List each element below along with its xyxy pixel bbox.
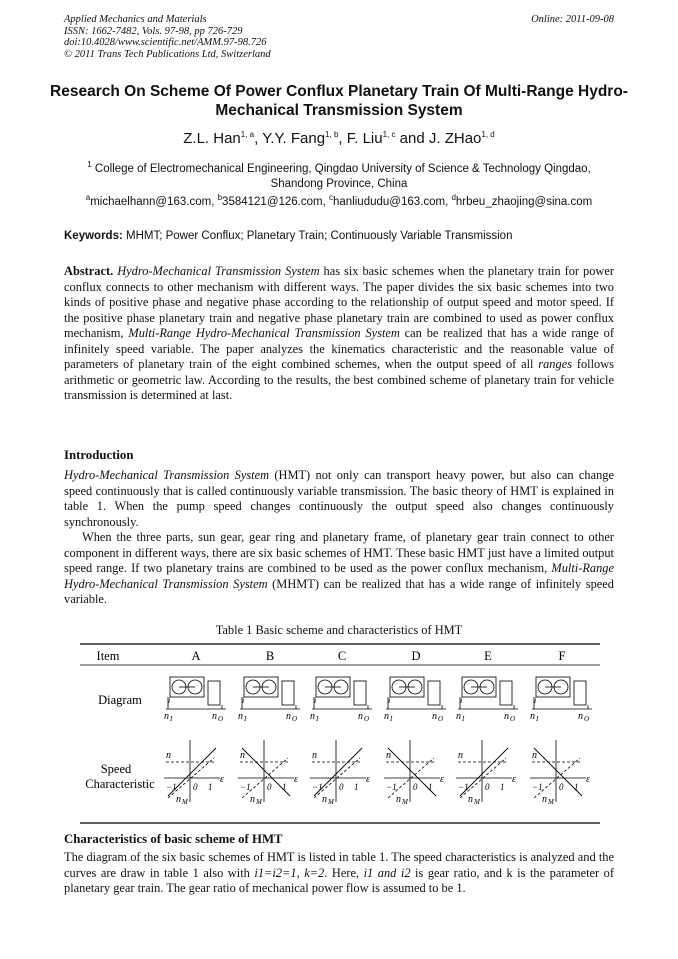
tick-minus-one: −1: [240, 782, 251, 792]
n-motor-label: n: [322, 794, 327, 805]
n-motor-label: n: [396, 794, 401, 805]
n-motor-sub: M: [182, 798, 188, 806]
ratio-label: i: [388, 696, 391, 705]
author-sup: 1, a: [240, 130, 255, 139]
tick-minus-one: −1: [312, 782, 323, 792]
input-speed-label: n: [530, 711, 535, 722]
speed-plot: [238, 740, 298, 806]
input-speed-sub: I: [462, 715, 465, 723]
ratio-label: i: [534, 696, 537, 705]
output-speed-label: n: [432, 711, 437, 722]
section-heading-introduction: Introduction: [64, 448, 134, 462]
abstract-label: Abstract.: [64, 264, 114, 278]
speed-plot: [384, 740, 444, 806]
author-sup: 1, c: [382, 130, 396, 139]
output-speed-sub: O: [510, 715, 516, 723]
speed-characteristic-plots: [164, 740, 590, 806]
affiliation: $^1$ College of Electromechanical Engineering, Qingdao University of Science & Technology Qingdao, Shandong Province, China: [87, 160, 591, 190]
journal-doi: doi:10.4028/www.scientific.net/AMM.97-98.726: [64, 37, 267, 48]
n-input-label: n: [166, 750, 171, 761]
input-speed-label: n: [164, 711, 169, 722]
author-name: Z.L. Han: [183, 130, 241, 147]
epsilon-label: ε: [366, 774, 370, 785]
output-speed-sub: O: [364, 715, 370, 723]
input-speed-sub: I: [536, 715, 539, 723]
ratio-label: i: [168, 696, 171, 705]
author-sup: 1, b: [325, 130, 339, 139]
planetary-block: [574, 681, 586, 705]
input-speed-sub: I: [316, 715, 319, 723]
scheme-diagram: [238, 677, 300, 723]
output-speed-label: n: [212, 711, 217, 722]
tick-zero: 0: [485, 782, 490, 792]
table-header-col: D: [411, 649, 421, 663]
introduction-paragraph: Hydro-Mechanical Transmission System (HMT) not only can transport heavy power, but also can change speed continuously that is called continuously variable transmission. The basic theory of HMT is explained in table 1. When the pump speed changes continuously the output speed also changes continuously synchronously.: [64, 468, 614, 529]
journal-copyright: © 2011 Trans Tech Publications Ltd, Switzerland: [64, 48, 271, 60]
scheme-diagram: [310, 677, 372, 723]
n-input-label: n: [312, 750, 317, 761]
tick-zero: 0: [193, 782, 198, 792]
email-list: $^a$michaelhann@163.com, $^b$3584121@126.com, $^c$hanliududu@163.com, $^d$hrbeu_zhaojing@sina.com: [85, 193, 593, 208]
row-label-speed: Speed: [100, 762, 132, 776]
section-heading-characteristics: Characteristics of basic scheme of HMT: [64, 832, 283, 846]
n-input-label: n: [458, 750, 463, 761]
input-speed-label: n: [310, 711, 315, 722]
author-list: Z.L. Han$^{1, a}$, Y.Y. Fang$^{1, b}$, F. Liu$^{1, c}$ and J. ZHao$^{1, d}$: [183, 130, 495, 147]
n-motor-label: n: [250, 794, 255, 805]
tick-minus-one: −1: [532, 782, 543, 792]
ratio-label: i: [314, 696, 317, 705]
epsilon-label: ε: [294, 774, 298, 785]
epsilon-label: ε: [586, 774, 590, 785]
table-header-col: A: [191, 649, 201, 663]
email-link[interactable]: hrbeu_zhaojing@sina.com: [455, 195, 593, 208]
input-speed-sub: I: [170, 715, 173, 723]
online-date: Online: 2011-09-08: [531, 14, 614, 25]
epsilon-label: ε: [220, 774, 224, 785]
tick-zero: 0: [339, 782, 344, 792]
planetary-block: [282, 681, 294, 705]
planetary-block: [428, 681, 440, 705]
introduction-paragraph: When the three parts, sun gear, gear ring and planetary frame, of planetary gear train connect to other component in different ways, there are six basic schemes of HMT. These basic HMT just have a limited output speed range. If two planetary trains are combined to be used as the power conflux mechanism, Multi-Range Hydro-Mechanical Transmission System (MHMT) can be realized that has a wide range of infinitely speed variable.: [64, 530, 614, 606]
tick-one: 1: [282, 782, 287, 792]
ratio-label: i: [460, 696, 463, 705]
email-link[interactable]: michaelhann@163.com: [90, 195, 212, 208]
keywords: [64, 230, 614, 242]
ratio-label: i: [242, 696, 245, 705]
input-speed-sub: I: [244, 715, 247, 723]
tick-one: 1: [428, 782, 433, 792]
speed-plot: [164, 740, 224, 806]
input-speed-label: n: [384, 711, 389, 722]
scheme-diagram: [384, 677, 446, 723]
email-link[interactable]: 3584121@126.com: [222, 195, 323, 208]
speed-plot: [310, 740, 370, 806]
scheme-diagrams: [164, 677, 592, 723]
n-motor-label: n: [542, 794, 547, 805]
epsilon-label: ε: [512, 774, 516, 785]
output-speed-label: n: [578, 711, 583, 722]
scheme-table: [80, 643, 600, 824]
journal-issn: ISSN: 1662-7482, Vols. 97-98, pp 726-729: [64, 25, 243, 37]
author-name: Y.Y. Fang: [262, 130, 326, 147]
n-motor-sub: M: [474, 798, 480, 806]
journal-meta: [64, 14, 271, 60]
section2-paragraph: The diagram of the six basic schemes of HMT is listed in table 1. The speed characteristics is analyzed and the curves are draw in table 1 also with i1=i2=1, k=2. Here, i1 and i2 is gear ratio, and k is the parameter of planetary gear train. The gear ratio of mechanical power flow is assumed to be 1.: [64, 850, 614, 895]
n-motor-label: n: [176, 794, 181, 805]
keywords-text: MHMT; Power Conflux; Planetary Train; Continuously Variable Transmission: [126, 230, 513, 242]
tick-zero: 0: [413, 782, 418, 792]
output-speed-label: n: [286, 711, 291, 722]
speed-plot: [530, 740, 590, 806]
tick-one: 1: [208, 782, 213, 792]
table-header-col: E: [484, 649, 492, 663]
scheme-diagram: [530, 677, 592, 723]
speed-plot: [456, 740, 516, 806]
table-header-item: Item: [96, 649, 120, 663]
epsilon-label: ε: [440, 774, 444, 785]
table-header-col: C: [337, 649, 347, 663]
input-speed-sub: I: [390, 715, 393, 723]
tick-minus-one: −1: [386, 782, 397, 792]
planetary-block: [354, 681, 366, 705]
row-label-diagram: Diagram: [98, 693, 142, 707]
planetary-block: [500, 681, 512, 705]
scheme-diagram: [456, 677, 518, 723]
n-motor-sub: M: [402, 798, 408, 806]
n-input-label: n: [240, 750, 245, 761]
journal-name: Applied Mechanics and Materials: [64, 14, 207, 25]
input-speed-label: n: [456, 711, 461, 722]
tick-one: 1: [354, 782, 359, 792]
output-speed-sub: O: [584, 715, 590, 723]
output-speed-sub: O: [438, 715, 444, 723]
tick-one: 1: [500, 782, 505, 792]
n-input-label: n: [386, 750, 391, 761]
output-speed-sub: O: [292, 715, 298, 723]
n-input-label: n: [532, 750, 537, 761]
scheme-diagram: [164, 677, 226, 723]
tick-minus-one: −1: [458, 782, 469, 792]
output-speed-label: n: [504, 711, 509, 722]
tick-zero: 0: [559, 782, 564, 792]
n-motor-sub: M: [328, 798, 334, 806]
row-label-characteristic: Characteristic: [85, 777, 155, 791]
n-motor-sub: M: [256, 798, 262, 806]
table-caption: Table 1 Basic scheme and characteristics of HMT: [215, 623, 463, 637]
input-speed-label: n: [238, 711, 243, 722]
abstract: Abstract. Hydro-Mechanical Transmission System has six basic schemes when the planetary train for power conflux connects to other mechanism with different ways. The paper divides the six basic schemes into two kinds of positive phase and negative phase according to the relationship of output speed and motor speed. If the positive phase planetary train and negative phase planetary train are combined to used as power conflux mechanism, Multi-Range Hydro-Mechanical Transmission System can be realized that has a wide range of infinitely speed variable. The paper analyzes the kinematics characteristic and the reasonable value of parameters of planetary train of the eight combined schemes, when the output speed of all ranges follows arithmetic or geometric law. According to the results, the best combined scheme of planetary train for vehicle transmission is determined at last.: [64, 264, 615, 402]
author-name: J. ZHao: [428, 130, 482, 147]
author-sup: 1, d: [481, 130, 495, 139]
tick-one: 1: [574, 782, 579, 792]
table-header-col: F: [558, 649, 566, 663]
planetary-block: [208, 681, 220, 705]
output-speed-label: n: [358, 711, 363, 722]
tick-minus-one: −1: [166, 782, 177, 792]
n-motor-sub: M: [548, 798, 554, 806]
table-header-col: B: [265, 649, 275, 663]
output-speed-sub: O: [218, 715, 224, 723]
n-motor-label: n: [468, 794, 473, 805]
email-link[interactable]: hanliududu@163.com: [333, 195, 446, 208]
author-name: F. Liu: [346, 130, 383, 147]
paper-title: Research On Scheme Of Power Conflux Planetary Train Of Multi-Range Hydro-Mechanical Transmission System: [50, 83, 628, 119]
tick-zero: 0: [267, 782, 272, 792]
keywords-label: Keywords:: [64, 230, 123, 242]
